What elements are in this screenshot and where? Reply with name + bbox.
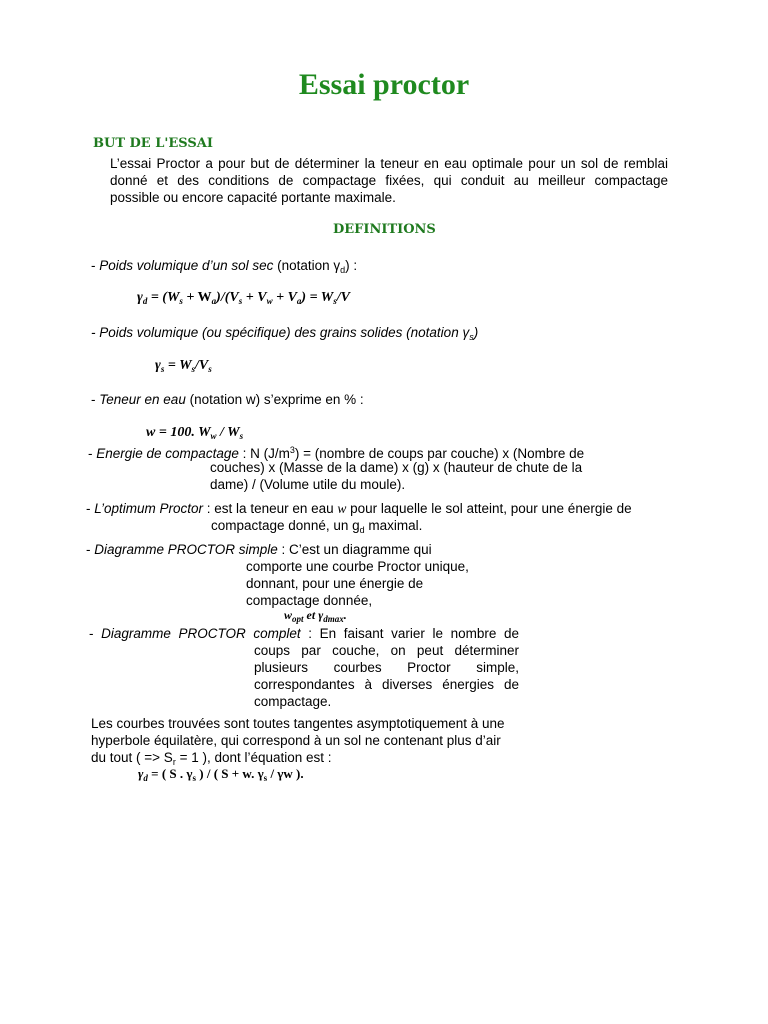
teneur-term: Teneur en eau <box>99 392 186 407</box>
sym: /V <box>195 358 209 373</box>
optimum-line-2 <box>211 517 422 539</box>
sym: = (W <box>147 290 180 305</box>
optimum-text: pour laquelle le sol atteint, pour une énergie de <box>346 501 632 516</box>
diag-simple-line-2: comporte une courbe Proctor unique, <box>246 559 469 574</box>
sub: s <box>160 364 165 374</box>
sym: + W <box>182 290 212 305</box>
sym: . <box>343 608 347 622</box>
sym: γ <box>137 290 143 305</box>
sub: s <box>469 332 474 342</box>
teneur-rest: (notation w) s’exprime en % : <box>185 392 364 407</box>
but-line-2: donné et des conditions de compactage fixées, qui conduit au meilleur compactage <box>110 173 668 188</box>
sub: s <box>192 773 196 783</box>
sym: ) / ( S + w. γ <box>196 766 264 781</box>
end: ) <box>473 325 479 340</box>
dash: - <box>88 446 97 461</box>
formula-w <box>146 425 243 441</box>
optimum-text: : est la teneur en eau <box>203 501 338 516</box>
sym: et γ <box>303 608 324 622</box>
energie-term: Energie de compactage <box>96 446 239 461</box>
diag-simple-term: Diagramme PROCTOR simple <box>94 542 278 557</box>
energie-line-3: dame) / (Volume utile du moule). <box>210 477 406 492</box>
diag-complet-first <box>89 625 519 642</box>
diag-simple-line-1 <box>86 541 432 558</box>
sub: a <box>296 296 302 306</box>
poids-sec-rest: (notation γ <box>273 258 341 273</box>
diag-simple-text: : C’est un diagramme qui <box>277 542 432 557</box>
sym: γ <box>155 358 161 373</box>
sym: )/(V <box>216 290 239 305</box>
poids-grains-line <box>91 324 478 346</box>
sub: w <box>210 431 217 441</box>
courbes-text: = 1 ), dont l’équation est : <box>175 750 332 765</box>
optimum-line-1 <box>86 500 632 517</box>
sym: = W <box>164 358 192 373</box>
sub: s <box>263 773 268 783</box>
diag-complet-term: Diagramme PROCTOR complet <box>101 626 301 641</box>
sym: / γw ). <box>267 766 304 781</box>
sub: a <box>211 296 217 306</box>
sub: s <box>208 364 212 374</box>
sub: r <box>172 757 176 767</box>
sub: d <box>359 525 365 535</box>
but-line-3: possible ou encore capacité portante maximale. <box>110 190 396 205</box>
diag-simple-line-5 <box>284 608 347 624</box>
poids-sec-term: Poids volumique d’un sol sec <box>99 258 274 273</box>
dash: - <box>91 258 100 273</box>
diag-simple-line-4: compactage donnée, <box>246 593 373 608</box>
diag-complet-line-2: coups par couche, on peut déterminer <box>254 643 519 658</box>
dash: - <box>86 542 95 557</box>
formula-gamma-s <box>155 358 212 374</box>
poids-grains-text: - Poids volumique (ou spécifique) des grains solides (notation γ <box>91 325 470 340</box>
diag-complet-line-4: correspondantes à diverses énergies de <box>254 677 519 692</box>
diag-complet-line-5: compactage. <box>254 694 332 709</box>
optimum-term: L’optimum Proctor <box>94 501 204 516</box>
optimum-text: compactage donné, un g <box>211 518 360 533</box>
courbes-line-2: hyperbole équilatère, qui correspond à un sol ne contenant plus d’air <box>91 733 501 748</box>
energie-text: ) = (nombre de coups par couche) x (Nombre de <box>294 446 585 461</box>
sym: w <box>284 608 293 622</box>
but-paragraph <box>110 155 668 206</box>
diag-complet-text: : En faisant varier le nombre de <box>300 626 519 641</box>
poids-sec-end: ) : <box>345 258 358 273</box>
sym: γ <box>138 766 144 781</box>
poids-sec-line <box>91 257 357 279</box>
sub: d <box>142 296 148 306</box>
diag-complet-rest <box>254 642 519 710</box>
sym: /V <box>336 290 351 305</box>
sub: dmax <box>323 614 344 624</box>
sub: s <box>239 431 244 441</box>
sub: s <box>238 296 243 306</box>
optimum-text: maximal. <box>364 518 423 533</box>
teneur-line <box>91 391 364 408</box>
sub: s <box>179 296 183 306</box>
courbes-text: du tout ( => S <box>91 750 173 765</box>
dash: - <box>86 501 95 516</box>
sup: 3 <box>289 445 295 455</box>
sub: w <box>266 296 273 306</box>
optimum-w: w <box>337 501 347 516</box>
but-line-1: L’essai Proctor a pour but de déterminer la teneur en eau optimale pour un sol de remblai <box>110 156 668 171</box>
energie-line-2: couches) x (Masse de la dame) x (g) x (hauteur de chute de la <box>210 460 583 475</box>
sub: d <box>143 773 148 783</box>
sym: + V <box>242 290 267 305</box>
diag-complet-line-3: plusieurs courbes Proctor simple, <box>254 660 519 675</box>
sym: / W <box>216 425 240 440</box>
sym: ) = W <box>301 290 334 305</box>
sub: opt <box>292 614 304 624</box>
formula-gamma-d <box>137 290 350 306</box>
courbes-line-1: Les courbes trouvées sont toutes tangentes asymptotiquement à une <box>91 716 505 731</box>
sym: = ( S . γ <box>147 766 193 781</box>
section-heading-but: BUT DE L'ESSAI <box>93 136 213 151</box>
sub: s <box>333 296 337 306</box>
dash: - <box>91 392 100 407</box>
sym: + V <box>272 290 297 305</box>
energie-text: : N (J/m <box>238 446 290 461</box>
sym: w = 100. W <box>146 425 211 440</box>
page-title: Essai proctor <box>298 68 470 101</box>
formula-hyperbole <box>138 766 304 783</box>
sub: s <box>191 364 196 374</box>
dash: - <box>89 626 102 641</box>
diag-simple-line-3: donnant, pour une énergie de <box>246 576 424 591</box>
section-heading-definitions: DEFINITIONS <box>333 222 436 237</box>
subscript: d <box>340 265 346 275</box>
diag-complet-line-1 <box>89 625 519 642</box>
